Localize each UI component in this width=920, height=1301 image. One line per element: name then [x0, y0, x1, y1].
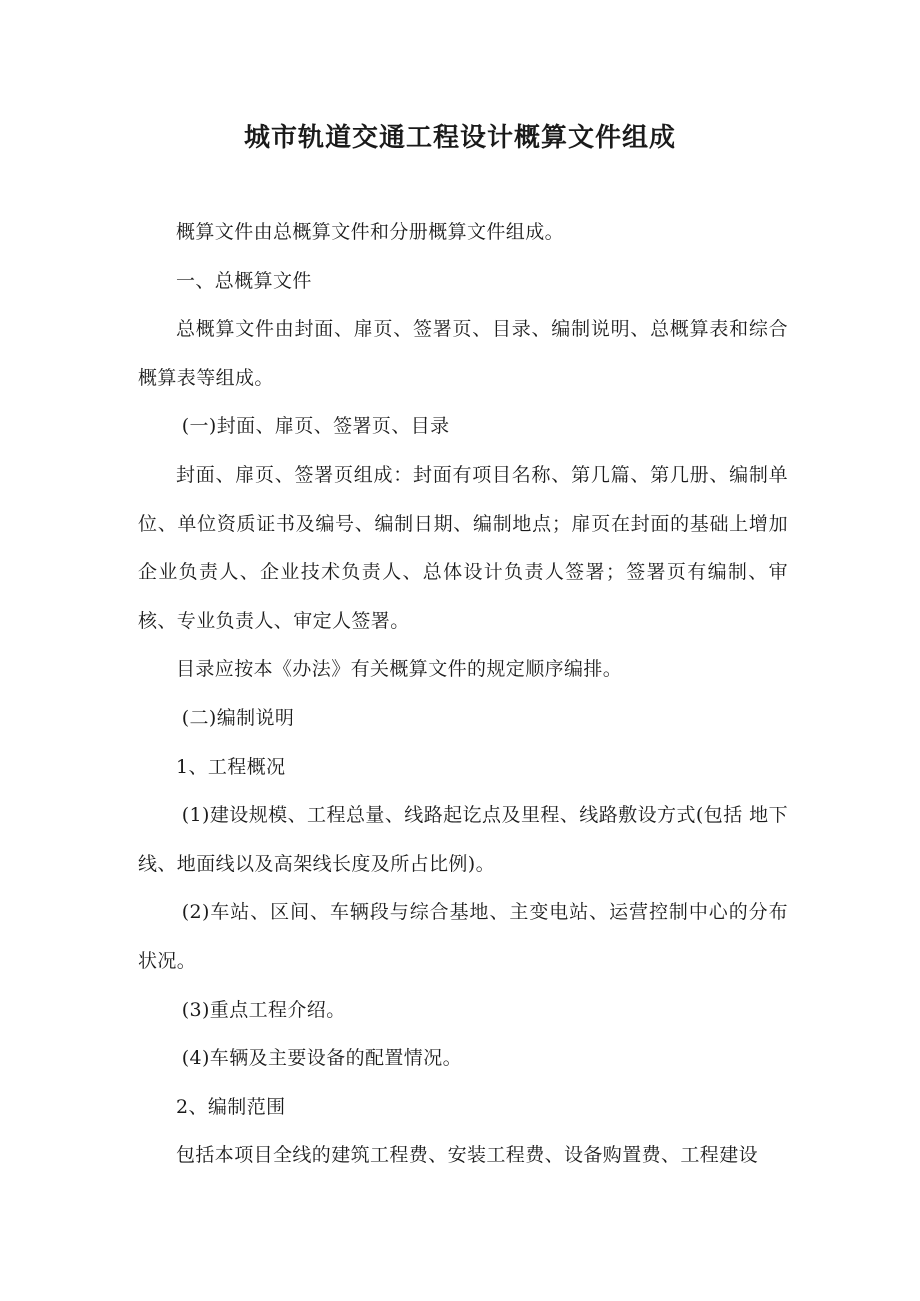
document-title: 城市轨道交通工程设计概算文件组成: [243, 123, 676, 153]
paragraph-general-estimate: 总概算文件由封面、扉页、签署页、目录、编制说明、总概算表和综合概算表等组成。: [138, 318, 788, 389]
list-item-2: (2)车站、区间、车辆段与综合基地、主变电站、运营控制中心的分布状况。: [138, 901, 788, 972]
list-item-4: (4)车辆及主要设备的配置情况。: [181, 1047, 463, 1070]
paragraph-intro: 概算文件由总概算文件和分册概算文件组成。: [176, 221, 565, 243]
subheading-cover: (一)封面、扉页、签署页、目录: [181, 415, 450, 438]
paragraph-cover: 封面、扉页、签署页组成：封面有项目名称、第几篇、第几册、编制单位、单位资质证书及编号、编制日期、编制地点；扉页在封面的基础上增加企业负责人、企业技术负责人、总体设计负责人签署；签署页有编制、审核、专业负责人、审定人签署。: [138, 463, 788, 632]
heading-general-estimate: 一、总概算文件: [176, 269, 312, 292]
document-body: [138, 208, 788, 1180]
heading-project-overview: 1、工程概况: [176, 755, 286, 778]
subheading-explanation: (二)编制说明: [181, 706, 295, 729]
paragraph-scope: 包括本项目全线的建筑工程费、安装工程费、设备购置费、工程建设: [176, 1144, 759, 1167]
heading-scope: 2、编制范围: [176, 1095, 286, 1118]
paragraph-toc: 目录应按本《办法》有关概算文件的规定顺序编排。: [176, 658, 623, 681]
list-item-1: (1)建设规模、工程总量、线路起讫点及里程、线路敷设方式(包括 地下线、地面线以及高架线长度及所占比例)。: [138, 804, 788, 875]
list-item-3: (3)重点工程介绍。: [181, 998, 346, 1021]
